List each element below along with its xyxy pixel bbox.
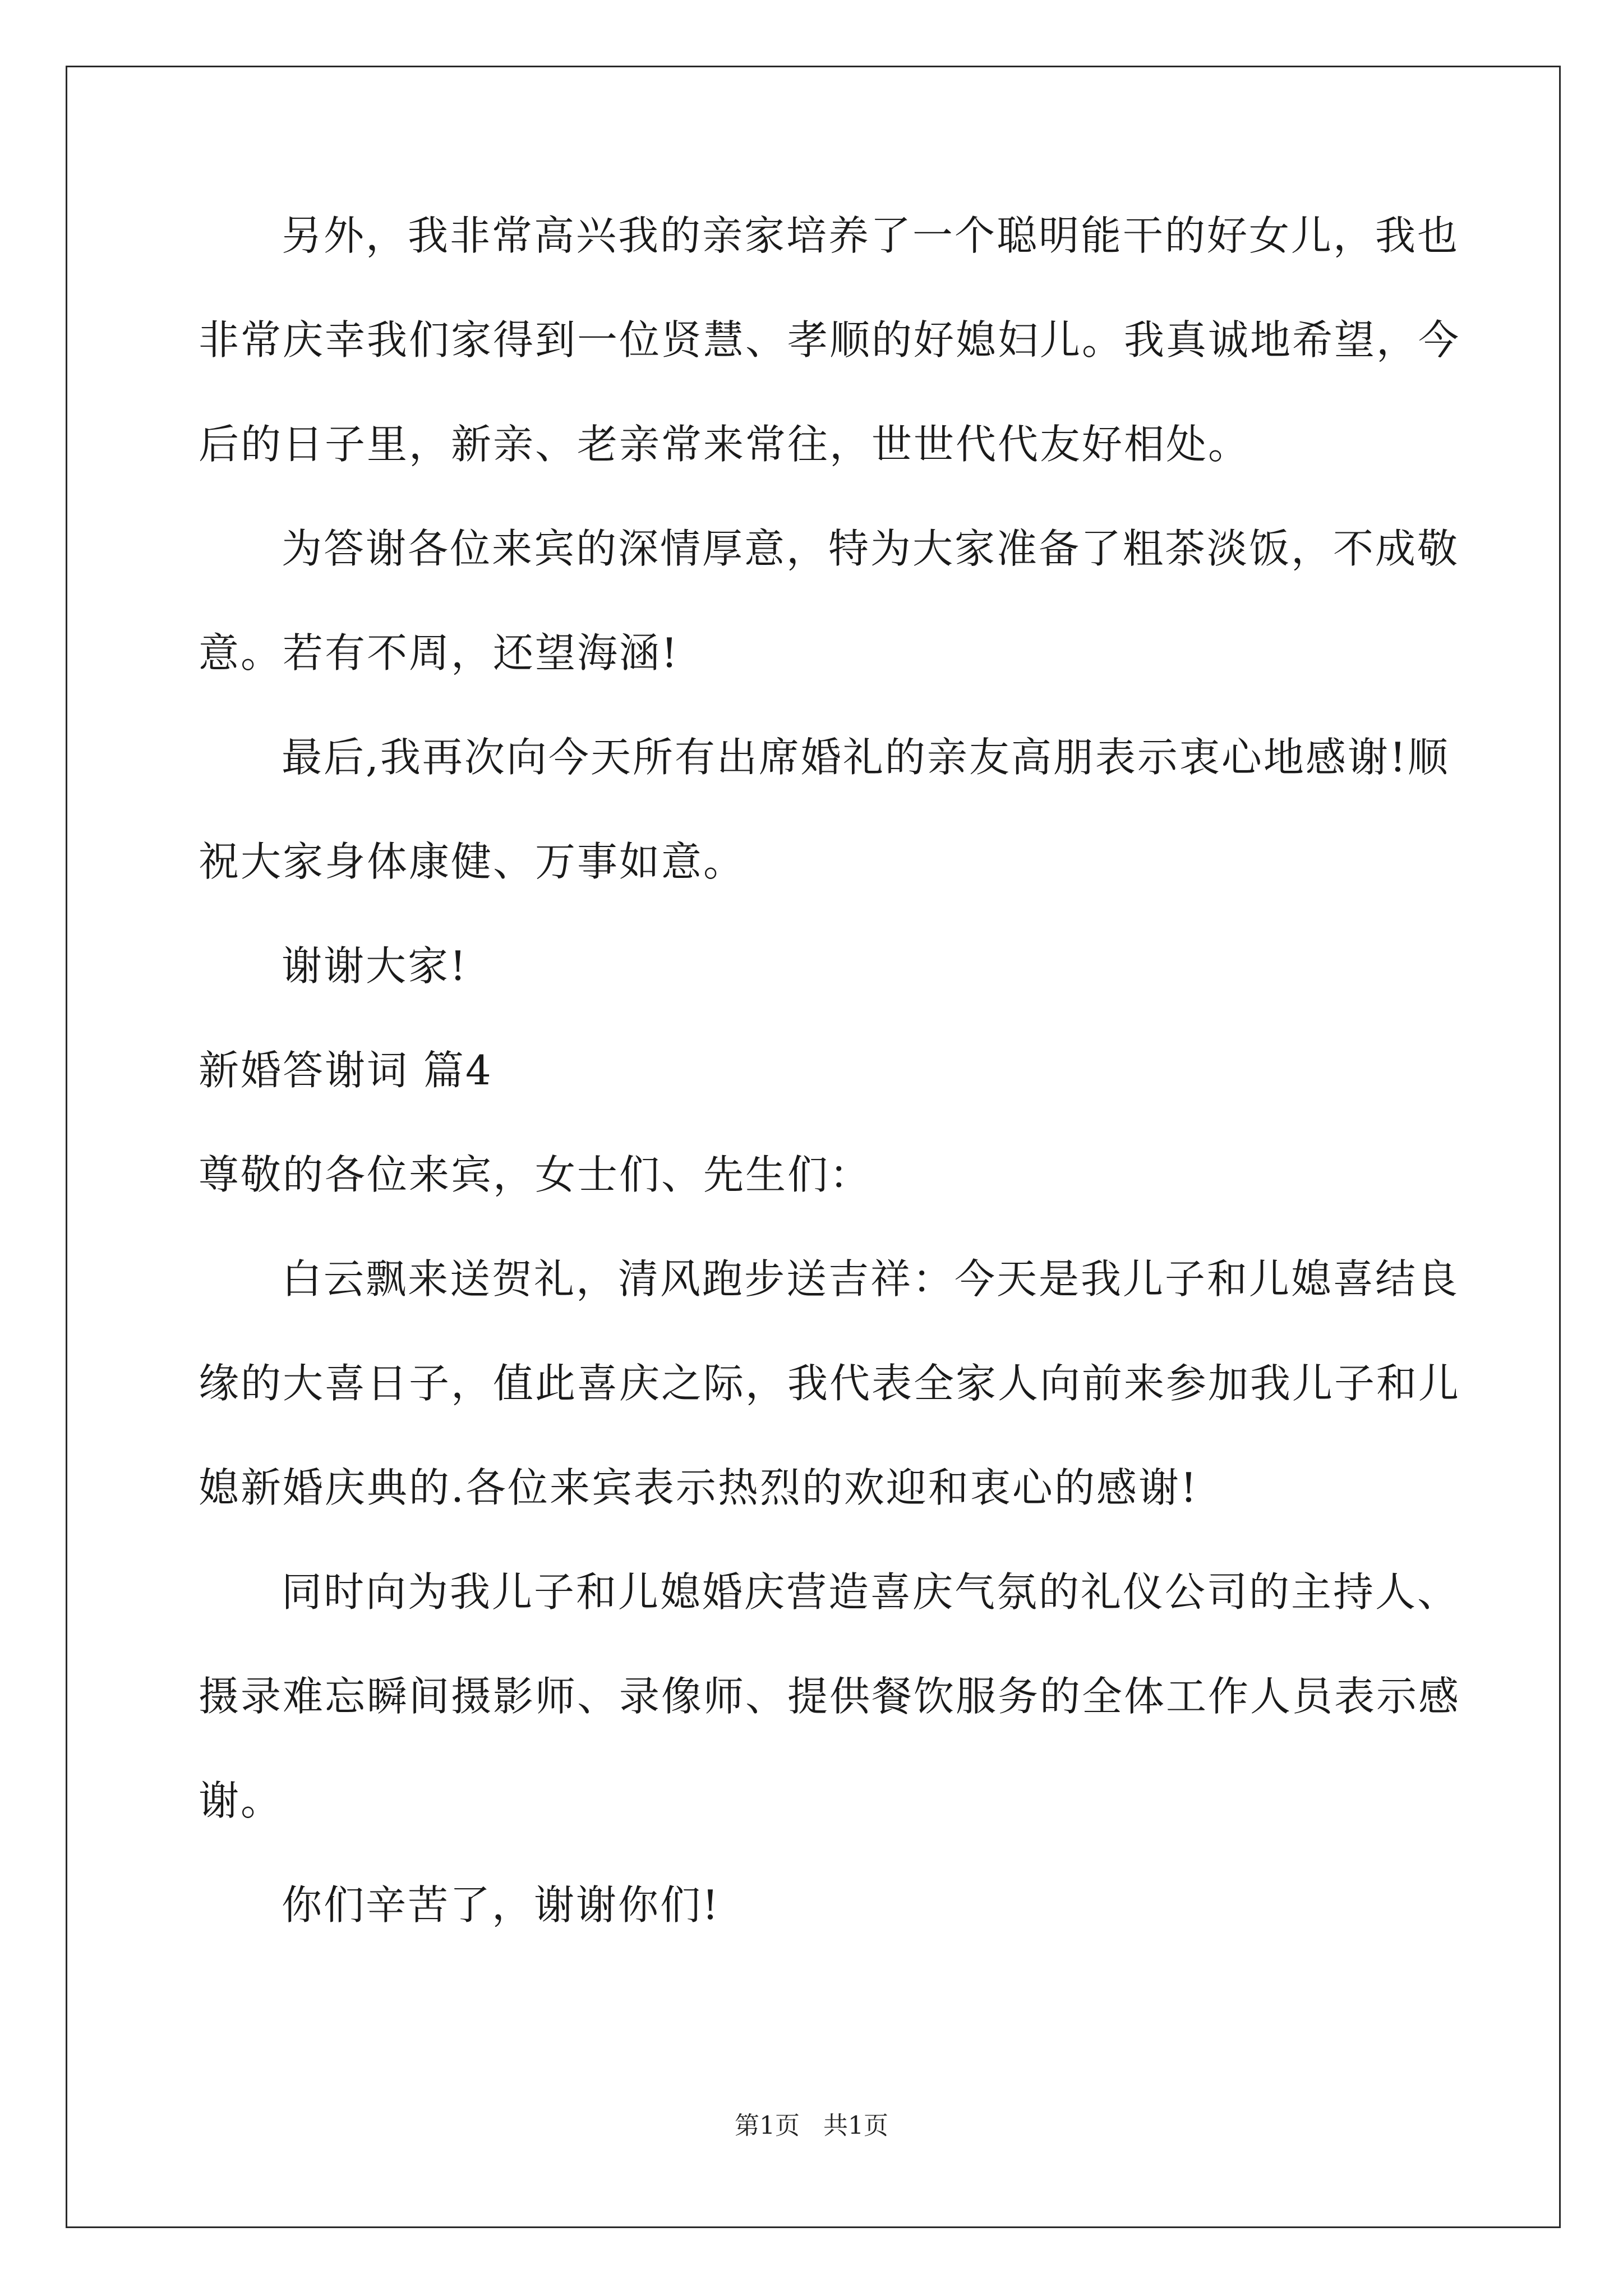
paragraph-line-11: 白云飘来送贺礼，清风跑步送吉祥：今天是我儿子和儿媳喜结良 <box>282 1255 1460 1303</box>
section-heading: 新婚答谢词 篇4 <box>199 1047 493 1094</box>
paragraph-line-6: 最后,我再次向今天所有出席婚礼的亲友高朋表示衷心地感谢!顺 <box>282 734 1450 781</box>
paragraph-line-16: 谢。 <box>199 1777 283 1824</box>
paragraph-line-8: 谢谢大家! <box>282 942 468 990</box>
salutation: 尊敬的各位来宾，女士们、先生们： <box>199 1151 872 1198</box>
paragraph-line-1: 另外，我非常高兴我的亲家培养了一个聪明能干的好女儿，我也 <box>282 212 1460 259</box>
paragraph-line-14: 同时向为我儿子和儿媳婚庆营造喜庆气氛的礼仪公司的主持人、 <box>282 1568 1460 1616</box>
paragraph-line-17: 你们辛苦了，谢谢你们! <box>282 1881 720 1929</box>
paragraph-line-2: 非常庆幸我们家得到一位贤慧、孝顺的好媳妇儿。我真诚地希望，今 <box>199 316 1461 364</box>
paragraph-line-15: 摄录难忘瞬间摄影师、录像师、提供餐饮服务的全体工作人员表示感 <box>199 1673 1461 1720</box>
paragraph-line-12: 缘的大喜日子，值此喜庆之际，我代表全家人向前来参加我儿子和儿 <box>199 1360 1461 1407</box>
paragraph-line-4: 为答谢各位来宾的深情厚意，特为大家准备了粗茶淡饭，不成敬 <box>282 525 1460 572</box>
paragraph-line-3: 后的日子里，新亲、老亲常来常往，世世代代友好相处。 <box>199 421 1251 468</box>
paragraph-line-7: 祝大家身体康健、万事如意。 <box>199 838 746 885</box>
paragraph-line-5: 意。若有不周，还望海涵! <box>199 629 679 677</box>
page-number-footer: 第1页 共1页 <box>735 2111 888 2140</box>
paragraph-line-13: 媳新婚庆典的.各位来宾表示热烈的欢迎和衷心的感谢! <box>199 1464 1198 1511</box>
